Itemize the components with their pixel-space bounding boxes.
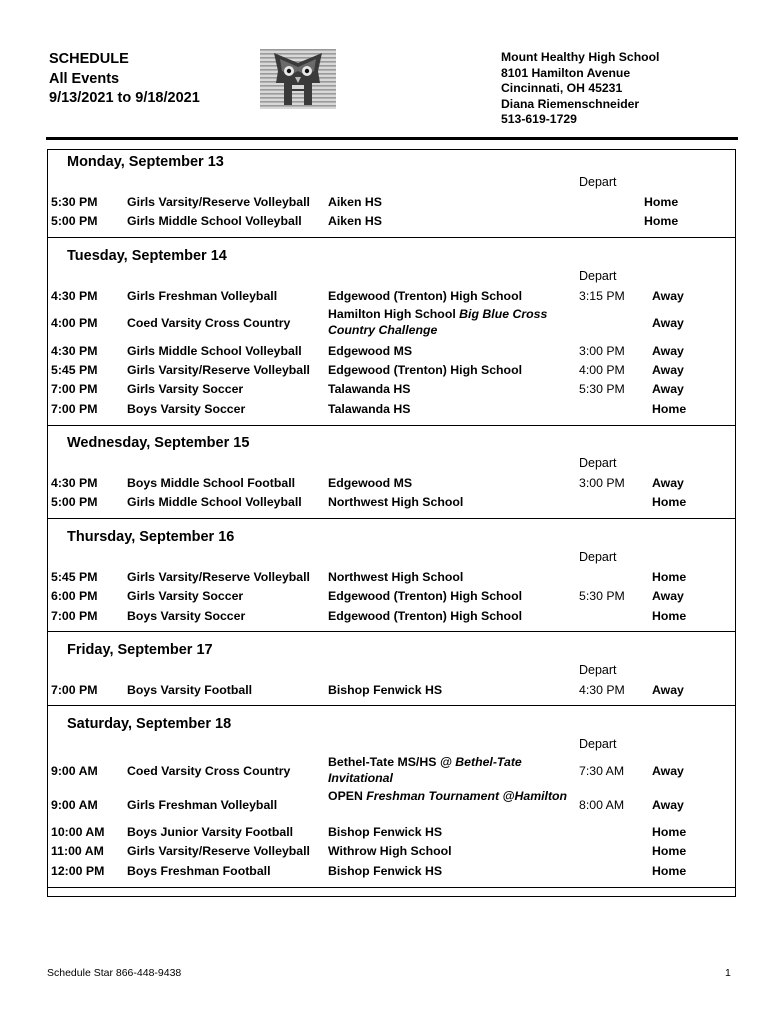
footer-credit: Schedule Star 866-448-9438 [47, 967, 182, 979]
event-time: 11:00 AM [51, 844, 104, 858]
day-divider [48, 705, 735, 706]
page-subtitle: All Events [49, 70, 120, 87]
opponent: Edgewood (Trenton) High School [328, 363, 523, 377]
opponent-extra: Big Blue Cross Country Challenge [328, 307, 548, 337]
event-time: 4:30 PM [51, 476, 98, 490]
depart-time: 3:00 PM [579, 344, 625, 358]
opponent-name: Bethel-Tate MS/HS [328, 755, 437, 769]
school-address: 8101 Hamilton Avenue [501, 65, 631, 80]
home-away: Away [652, 476, 684, 490]
depart-column-header: Depart [579, 663, 617, 677]
event-time: 4:00 PM [51, 316, 98, 330]
event-time: 10:00 AM [51, 825, 105, 839]
opponent: Withrow High School [328, 844, 452, 858]
day-title: Thursday, September 16 [67, 529, 235, 545]
event-time: 4:30 PM [51, 344, 98, 358]
home-away: Away [652, 764, 684, 778]
table-row [48, 755, 735, 787]
event-name: Girls Varsity/Reserve Volleyball [127, 844, 310, 858]
depart-time: 3:00 PM [579, 476, 625, 490]
depart-time: 5:30 PM [579, 589, 625, 603]
day-title: Wednesday, September 15 [67, 435, 250, 451]
event-name: Boys Junior Varsity Football [127, 825, 294, 839]
depart-time: 8:00 AM [579, 798, 625, 812]
home-away: Away [652, 382, 684, 396]
event-name: Girls Varsity/Reserve Volleyball [127, 570, 310, 584]
event-name: Boys Varsity Soccer [127, 609, 246, 623]
opponent: Aiken HS [328, 195, 382, 209]
home-away: Away [652, 344, 684, 358]
depart-time: 3:15 PM [579, 289, 625, 303]
opponent-extra: Freshman Tournament @Hamilton [366, 789, 568, 803]
home-away: Home [652, 495, 687, 509]
home-away: Home [644, 195, 679, 209]
header-left [49, 50, 200, 109]
day-title: Tuesday, September 14 [67, 248, 227, 264]
home-away: Away [652, 363, 684, 377]
depart-column-header: Depart [579, 737, 617, 751]
opponent: Bishop Fenwick HS [328, 683, 443, 697]
event-time: 5:45 PM [51, 570, 98, 584]
event-name: Girls Middle School Volleyball [127, 344, 302, 358]
opponent [328, 307, 578, 338]
opponent: Talawanda HS [328, 402, 411, 416]
event-name: Boys Middle School Football [127, 476, 296, 490]
depart-time: 5:30 PM [579, 382, 625, 396]
home-away: Away [652, 798, 684, 812]
day-title: Friday, September 17 [67, 642, 213, 658]
table-row [48, 789, 735, 821]
event-name: Coed Varsity Cross Country [127, 316, 291, 330]
page-title: SCHEDULE [49, 51, 129, 67]
header-divider [46, 137, 738, 140]
event-time: 5:00 PM [51, 214, 98, 228]
opponent: Northwest High School [328, 570, 464, 584]
opponent-extra: @ Bethel-Tate Invitational [328, 755, 522, 785]
event-name: Boys Varsity Football [127, 683, 253, 697]
depart-column-header: Depart [579, 550, 617, 564]
event-name: Boys Varsity Soccer [127, 402, 246, 416]
event-name: Girls Freshman Volleyball [127, 798, 278, 812]
event-time: 7:00 PM [51, 609, 98, 623]
school-name: Mount Healthy High School [501, 50, 660, 64]
opponent [328, 789, 578, 805]
day-title: Saturday, September 18 [67, 716, 232, 732]
owl-h-logo-icon [260, 49, 336, 109]
day-divider [48, 425, 735, 426]
event-time: 9:00 AM [51, 798, 98, 812]
home-away: Away [652, 316, 684, 330]
opponent-name: OPEN [328, 789, 363, 803]
home-away: Home [652, 864, 687, 878]
opponent: Edgewood MS [328, 344, 413, 358]
event-name: Girls Middle School Volleyball [127, 214, 302, 228]
opponent: Bishop Fenwick HS [328, 825, 443, 839]
event-time: 9:00 AM [51, 764, 98, 778]
event-time: 7:00 PM [51, 683, 98, 697]
event-time: 7:00 PM [51, 382, 98, 396]
home-away: Away [652, 289, 684, 303]
depart-time: 7:30 AM [579, 764, 625, 778]
school-info [501, 50, 659, 128]
opponent: Bishop Fenwick HS [328, 864, 443, 878]
day-divider [48, 631, 735, 632]
opponent [328, 755, 578, 786]
home-away: Home [652, 844, 687, 858]
event-time: 4:30 PM [51, 289, 98, 303]
event-name: Coed Varsity Cross Country [127, 764, 291, 778]
school-city: Cincinnati, OH 45231 [501, 81, 623, 95]
opponent: Edgewood (Trenton) High School [328, 289, 523, 303]
home-away: Home [652, 825, 687, 839]
opponent: Northwest High School [328, 495, 464, 509]
opponent: Edgewood MS [328, 476, 413, 490]
event-name: Boys Freshman Football [127, 864, 271, 878]
home-away: Home [652, 570, 687, 584]
event-name: Girls Varsity Soccer [127, 589, 244, 603]
school-contact: Diana Riemenschneider [501, 96, 640, 111]
event-name: Girls Freshman Volleyball [127, 289, 278, 303]
event-time: 5:45 PM [51, 363, 98, 377]
depart-column-header: Depart [579, 456, 617, 470]
event-time: 5:30 PM [51, 195, 98, 209]
event-name: Girls Varsity/Reserve Volleyball [127, 195, 310, 209]
opponent: Talawanda HS [328, 382, 411, 396]
date-range: 9/13/2021 to 9/18/2021 [49, 90, 200, 106]
depart-column-header: Depart [579, 175, 617, 189]
home-away: Home [644, 214, 679, 228]
event-time: 12:00 PM [51, 864, 105, 878]
school-phone: 513-619-1729 [501, 112, 577, 126]
event-name: Girls Varsity Soccer [127, 382, 244, 396]
home-away: Away [652, 589, 684, 603]
table-row [48, 307, 735, 339]
depart-time: 4:00 PM [579, 363, 625, 377]
event-time: 5:00 PM [51, 495, 98, 509]
depart-column-header: Depart [579, 269, 617, 283]
event-time: 7:00 PM [51, 402, 98, 416]
opponent: Aiken HS [328, 214, 382, 228]
home-away: Home [652, 402, 687, 416]
day-divider [48, 518, 735, 519]
event-name: Girls Middle School Volleyball [127, 495, 302, 509]
event-time: 6:00 PM [51, 589, 98, 603]
depart-time: 4:30 PM [579, 683, 625, 697]
event-name: Girls Varsity/Reserve Volleyball [127, 363, 310, 377]
home-away: Home [652, 609, 687, 623]
table-end-divider [48, 887, 735, 888]
page-number: 1 [725, 967, 731, 979]
home-away: Away [652, 683, 684, 697]
schedule-table [47, 149, 736, 897]
opponent-name: Hamilton High School [328, 307, 456, 321]
opponent: Edgewood (Trenton) High School [328, 609, 523, 623]
opponent: Edgewood (Trenton) High School [328, 589, 523, 603]
day-divider [48, 237, 735, 238]
day-title: Monday, September 13 [67, 154, 224, 170]
